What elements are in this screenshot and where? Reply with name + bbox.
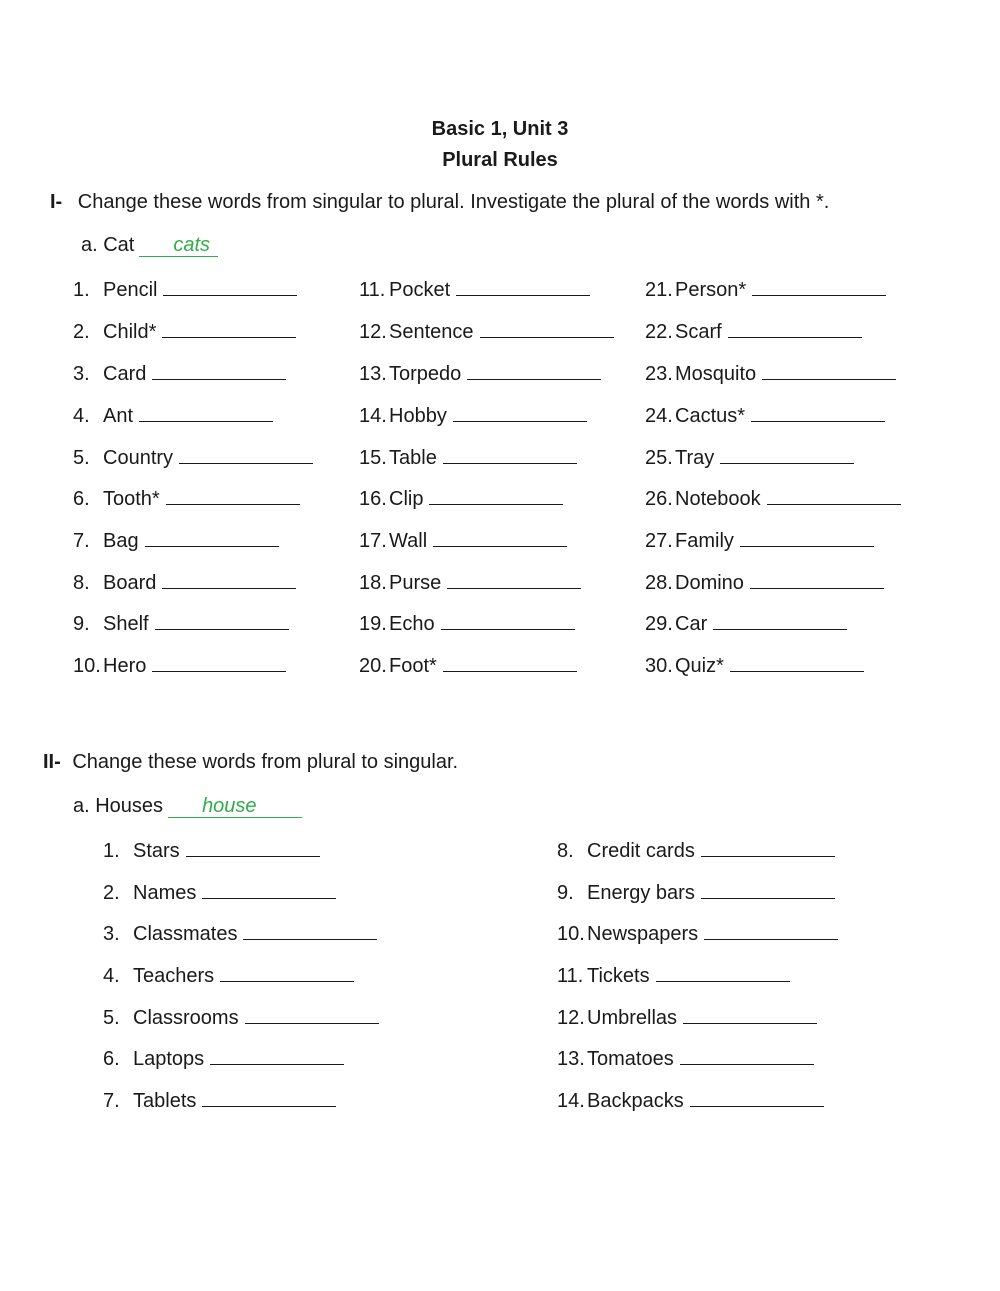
item-number: 27. [645,530,673,552]
answer-blank[interactable] [467,361,601,380]
item-word: Backpacks [587,1090,684,1112]
item-number: 1. [103,840,120,862]
answer-blank[interactable] [701,880,835,899]
singular-item [645,277,886,302]
item-word: Board [103,572,157,594]
singular-item [359,361,601,386]
answer-blank[interactable] [762,361,896,380]
answer-blank[interactable] [243,921,377,940]
singular-item [645,528,874,553]
item-number: 8. [557,840,574,862]
item-word: Sentence [389,321,474,343]
item-word: Pencil [103,279,158,301]
item-number: 7. [103,1090,120,1112]
answer-blank[interactable] [441,611,575,630]
singular-item [73,611,289,636]
worksheet-subtitle: Plural Rules [442,149,558,171]
item-number: 5. [73,447,90,469]
item-number: 10. [73,655,101,677]
singular-item [645,570,884,595]
answer-blank[interactable] [740,528,874,547]
item-word: Clip [389,488,424,510]
item-word: Country [103,447,174,469]
item-number: 28. [645,572,673,594]
item-word: Cactus* [675,405,746,427]
item-word: Shelf [103,613,149,635]
item-word: Purse [389,572,442,594]
item-word: Car [675,613,708,635]
answer-blank[interactable] [162,570,296,589]
answer-blank[interactable] [656,963,790,982]
item-word: Scarf [675,321,722,343]
item-number: 14. [359,405,387,427]
item-word: Person* [675,279,747,301]
item-word: Echo [389,613,435,635]
plural-item [557,963,790,988]
plural-item [557,838,835,863]
singular-item [73,361,286,386]
answer-blank[interactable] [713,611,847,630]
singular-item [73,570,296,595]
singular-item [359,570,581,595]
answer-blank[interactable] [202,1088,336,1107]
item-number: 2. [73,321,90,343]
item-number: 6. [73,488,90,510]
item-word: Table [389,447,437,469]
item-number: 4. [103,965,120,987]
item-number: 6. [103,1048,120,1070]
item-word: Umbrellas [587,1007,678,1029]
item-word: Classmates [133,923,238,945]
item-number: 3. [73,363,90,385]
item-word: Foot* [389,655,437,677]
item-word: Tray [675,447,715,469]
answer-blank[interactable] [750,570,884,589]
singular-item [645,319,862,344]
singular-item [73,277,297,302]
singular-item [73,486,300,511]
singular-item [645,403,885,428]
item-number: 14. [557,1090,585,1112]
answer-blank[interactable] [210,1046,344,1065]
item-number: 13. [359,363,387,385]
item-number: 8. [73,572,90,594]
answer-blank[interactable] [690,1088,824,1107]
answer-blank[interactable] [683,1005,817,1024]
item-number: 1. [73,279,90,301]
plural-item [103,1046,344,1071]
answer-blank[interactable] [186,838,320,857]
item-word: Quiz* [675,655,724,677]
answer-blank[interactable] [220,963,354,982]
section-2-label: II- [43,751,61,773]
answer-blank[interactable] [202,880,336,899]
singular-item [645,611,847,636]
section-1-label: I- [50,191,63,213]
answer-blank[interactable] [730,653,864,672]
item-word: Domino [675,572,744,594]
item-number: 30. [645,655,673,677]
item-number: 7. [73,530,90,552]
answer-blank[interactable] [155,611,289,630]
answer-blank[interactable] [152,361,286,380]
item-number: 19. [359,613,387,635]
plural-item [557,1046,814,1071]
item-number: 2. [103,882,120,904]
answer-blank[interactable] [728,319,862,338]
singular-item [73,319,296,344]
plural-item [103,921,377,946]
answer-blank[interactable] [152,653,286,672]
singular-item [359,403,587,428]
answer-blank[interactable] [704,921,838,940]
item-number: 12. [359,321,387,343]
plural-item [103,963,354,988]
singular-item [73,653,286,678]
plural-item [557,921,838,946]
item-word: Laptops [133,1048,205,1070]
plural-item [557,1088,824,1113]
section-2-example [73,795,302,818]
singular-item [645,361,896,386]
item-word: Family [675,530,734,552]
plural-item [557,1005,817,1030]
answer-blank[interactable] [720,445,854,464]
singular-item [359,611,575,636]
plural-item [103,838,320,863]
example-answer: cats [173,234,211,256]
item-number: 22. [645,321,673,343]
singular-item [73,445,313,470]
singular-item [73,528,279,553]
item-number: 12. [557,1007,585,1029]
item-number: 29. [645,613,673,635]
example-answer-blank [168,795,302,818]
answer-blank[interactable] [163,277,297,296]
answer-blank[interactable] [480,319,614,338]
answer-blank[interactable] [680,1046,814,1065]
item-word: Energy bars [587,882,695,904]
singular-item [359,486,563,511]
section-1-instruction: Change these words from singular to plural. Investigate the plural of the words with *. [77,191,830,213]
answer-blank[interactable] [429,486,563,505]
section-2-instruction: Change these words from plural to singular. [72,751,459,773]
answer-blank[interactable] [245,1005,379,1024]
item-word: Child* [103,321,157,343]
item-number: 3. [103,923,120,945]
item-word: Pocket [389,279,451,301]
item-word: Stars [133,840,180,862]
item-number: 26. [645,488,673,510]
item-number: 21. [645,279,673,301]
singular-item [359,277,590,302]
singular-item [359,319,614,344]
item-number: 13. [557,1048,585,1070]
singular-item [645,445,854,470]
answer-blank[interactable] [443,445,577,464]
item-word: Mosquito [675,363,757,385]
worksheet-title: Basic 1, Unit 3 [431,118,569,140]
item-number: 16. [359,488,387,510]
singular-item [359,528,567,553]
item-word: Card [103,363,147,385]
answer-blank[interactable] [139,403,273,422]
item-number: 25. [645,447,673,469]
section-1-example [81,234,218,257]
section-2-heading [43,751,458,774]
singular-item [359,653,577,678]
item-number: 23. [645,363,673,385]
item-word: Teachers [133,965,215,987]
answer-blank[interactable] [701,838,835,857]
item-number: 20. [359,655,387,677]
answer-blank[interactable] [166,486,300,505]
item-number: 24. [645,405,673,427]
plural-item [103,1005,379,1030]
singular-item [359,445,577,470]
item-number: 11. [359,279,386,301]
item-word: Torpedo [389,363,462,385]
answer-blank[interactable] [443,653,577,672]
section-1-heading [50,191,829,214]
singular-item [73,403,273,428]
item-word: Classrooms [133,1007,239,1029]
answer-blank[interactable] [433,528,567,547]
answer-blank[interactable] [767,486,901,505]
item-word: Tickets [587,965,650,987]
item-number: 11. [557,965,584,987]
item-word: Ant [103,405,134,427]
item-number: 18. [359,572,387,594]
plural-item [557,880,835,905]
item-word: Bag [103,530,139,552]
example-answer-blank [139,234,218,257]
example-label: a. Houses [73,795,164,817]
item-number: 9. [73,613,90,635]
plural-item [103,880,336,905]
item-word: Tomatoes [587,1048,674,1070]
answer-blank[interactable] [145,528,279,547]
answer-blank[interactable] [456,277,590,296]
item-number: 5. [103,1007,120,1029]
item-number: 9. [557,882,574,904]
item-number: 15. [359,447,387,469]
answer-blank[interactable] [162,319,296,338]
item-word: Credit cards [587,840,695,862]
item-word: Hero [103,655,147,677]
answer-blank[interactable] [751,403,885,422]
answer-blank[interactable] [179,445,313,464]
item-word: Tablets [133,1090,197,1112]
singular-item [645,653,864,678]
example-label: a. Cat [81,234,135,256]
item-number: 17. [359,530,387,552]
item-word: Hobby [389,405,447,427]
example-answer: house [202,795,257,817]
item-word: Tooth* [103,488,160,510]
item-number: 4. [73,405,90,427]
item-word: Names [133,882,197,904]
item-word: Notebook [675,488,761,510]
item-word: Newspapers [587,923,699,945]
item-number: 10. [557,923,585,945]
answer-blank[interactable] [453,403,587,422]
answer-blank[interactable] [447,570,581,589]
singular-item [645,486,901,511]
answer-blank[interactable] [752,277,886,296]
plural-item [103,1088,336,1113]
item-word: Wall [389,530,428,552]
